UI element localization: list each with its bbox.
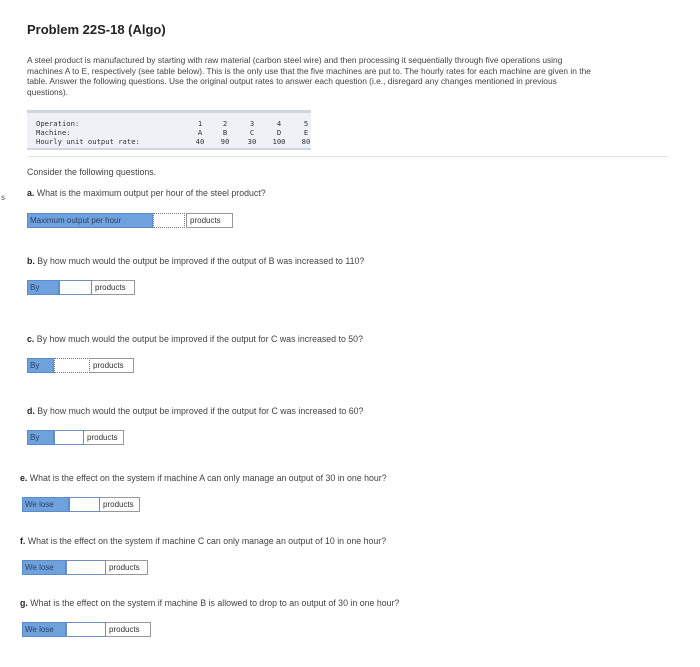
- question-text: By how much would the output be improved if the output for C was increased to 50?: [36, 334, 363, 344]
- answer-row-d: [27, 430, 124, 445]
- answer-label: By: [27, 358, 54, 373]
- table-cell: 2: [222, 119, 228, 128]
- answer-row-g: [22, 622, 151, 637]
- answer-label: By: [27, 430, 54, 445]
- question-letter: b.: [27, 256, 35, 266]
- row-label: Operation:: [36, 119, 80, 128]
- question-text: What is the effect on the system if machine C can only manage an output of 10 in one hour?: [27, 536, 387, 546]
- answer-label: We lose: [22, 560, 66, 575]
- answer-input-f[interactable]: [66, 560, 106, 575]
- question-text: What is the maximum output per hour of the steel product?: [36, 188, 266, 198]
- table-cell: 40: [195, 137, 205, 146]
- unit-label: products: [84, 430, 124, 445]
- table-cell: D: [276, 128, 282, 137]
- table-cell: 1: [197, 119, 203, 128]
- table-cell: E: [303, 128, 309, 137]
- table-cell: B: [222, 128, 228, 137]
- consider-text: Consider the following questions.: [27, 167, 157, 177]
- answer-label: We lose: [22, 622, 66, 637]
- question-letter: c.: [27, 334, 35, 344]
- question-a: [27, 188, 266, 198]
- answer-input-e[interactable]: [69, 497, 100, 512]
- question-letter: a.: [27, 188, 35, 198]
- question-d: [27, 406, 363, 416]
- answer-row-f: [22, 560, 148, 575]
- question-c: [27, 334, 363, 344]
- table-cell: 5: [303, 119, 309, 128]
- answer-row-b: [27, 280, 135, 295]
- answer-label: We lose: [22, 497, 69, 512]
- question-letter: f.: [20, 536, 26, 546]
- answer-row-c: [27, 358, 134, 373]
- question-letter: d.: [27, 406, 35, 416]
- page-title: Problem 22S-18 (Algo): [27, 22, 166, 37]
- table-cell: A: [197, 128, 203, 137]
- table-cell: 90: [220, 137, 230, 146]
- row-label: Hourly unit output rate:: [36, 137, 140, 146]
- question-letter: e.: [20, 473, 28, 483]
- question-f: [20, 536, 386, 546]
- unit-label: products: [90, 358, 134, 373]
- row-label: Machine:: [36, 128, 71, 137]
- answer-input-b[interactable]: [59, 280, 92, 295]
- table-cell: 100: [272, 137, 286, 146]
- table-cell: C: [249, 128, 255, 137]
- answer-input-d[interactable]: [54, 430, 84, 445]
- answer-input-g[interactable]: [66, 622, 106, 637]
- question-b: [27, 256, 364, 266]
- question-e: [20, 473, 387, 483]
- unit-label: products: [186, 213, 233, 228]
- unit-label: products: [106, 560, 148, 575]
- question-g: [20, 598, 399, 608]
- table-cell: 3: [249, 119, 255, 128]
- answer-row-a: [27, 213, 233, 228]
- answer-label: Maximum output per hour: [27, 213, 153, 228]
- question-text: What is the effect on the system if machine A can only manage an output of 30 in one hour?: [29, 473, 387, 483]
- divider: [27, 156, 669, 157]
- problem-intro: A steel product is manufactured by starting with raw material (carbon steel wire) and then processing it sequentially through five operations using machines A to E, respectively (see table below). This is the only use that the five machines are put to. The hourly rates for each machine are given in the table. Answer the following questions. Use the original output rates to answer each question (i.e., disregard any changes mentioned in previous questions).: [27, 55, 591, 97]
- answer-input-a[interactable]: [153, 213, 185, 228]
- question-text: By how much would the output be improved if the output for C was increased to 60?: [37, 406, 364, 416]
- answer-row-e: [22, 497, 140, 512]
- answer-label: By: [27, 280, 59, 295]
- operations-table: [27, 110, 311, 150]
- answer-input-c[interactable]: [54, 358, 90, 373]
- question-text: What is the effect on the system if machine B is allowed to drop to an output of 30 in one hour?: [30, 598, 400, 608]
- table-cell: 4: [276, 119, 282, 128]
- table-cell: 30: [247, 137, 257, 146]
- unit-label: products: [100, 497, 140, 512]
- table-cell: 80: [301, 137, 311, 146]
- edge-mark: s: [1, 193, 5, 202]
- question-text: By how much would the output be improved if the output of B was increased to 110?: [37, 256, 365, 266]
- unit-label: products: [92, 280, 135, 295]
- unit-label: products: [106, 622, 151, 637]
- question-letter: g.: [20, 598, 28, 608]
